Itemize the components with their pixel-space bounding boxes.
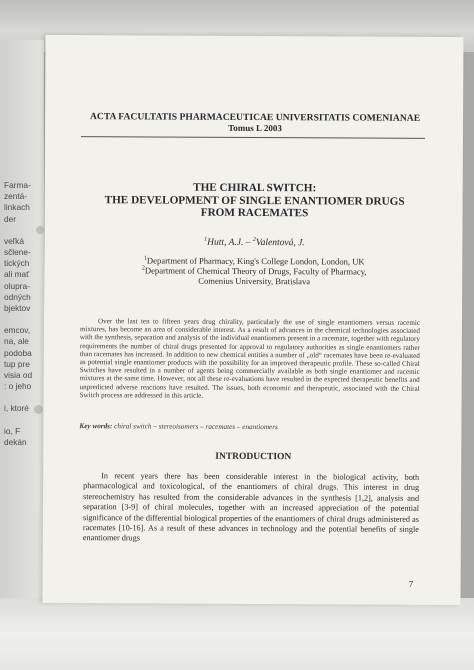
author-name: Valentová, J.	[255, 238, 305, 249]
fragment-line: odných	[4, 291, 31, 302]
fragment-line: linkach	[4, 202, 30, 213]
fragment-line: na, ale	[4, 336, 29, 347]
fragment-line: emcov,	[4, 325, 31, 336]
author-list	[74, 237, 434, 249]
header-rule	[81, 136, 425, 139]
fragment-line: ali mať	[4, 269, 30, 280]
affiliations	[74, 255, 434, 287]
fragment-line: : o jeho	[4, 381, 32, 392]
journal-volume: Tomus L 2003	[228, 122, 282, 134]
author-affil-mark: 2	[252, 236, 256, 243]
title-line: FROM RACEMATES	[200, 206, 309, 220]
page-number: 7	[408, 578, 414, 589]
journal-header	[63, 111, 447, 135]
fragment-line: Farma-	[4, 180, 31, 190]
abstract: Over the last ten to fifteen years drug chirality, particularly the use of single enantiomers versus racemic mixtures, has become an area of considerable interest. As a result of advances in the chemical technologies associated with the synthesis, separation and analysis of the individual enantiomers present in a racemate, together with regulatory requirements the number of chiral drugs presented for approval to regulatory authorities as single enantiomers rather than racemates has increased. In addition to new chemical entities a number of „old“ racemates have been re-evaluated as potential single enantiomer products with the possibility for an improved therapeutic profile. These so-called Chiral Switches have resulted in a number of agents being commercially available as both single enantiomer and racemic mixtures at the same time. However, not all these re-evaluations have resulted in the expected therapeutic benefits and unpredicted adverse reactions have resulted. The issues, both economic and therapeutic, associated with the Chiral Switch process are addressed in this article.	[79, 317, 421, 400]
affil-mark: 1	[143, 255, 147, 262]
fragment-line: tických	[4, 258, 30, 269]
scanner-bottom-edge	[0, 598, 474, 670]
affiliation-line: Comenius University, Bratislava	[198, 275, 311, 287]
affil-mark: 2	[141, 265, 145, 272]
fragment-gap	[0, 314, 40, 325]
keywords-list: chiral switch – stereoisomers – racemates – enantiomers	[114, 422, 278, 432]
fragment-line: io, F	[4, 425, 21, 436]
keywords-label: Key words:	[79, 422, 113, 431]
author-name: Hutt, A.J. –	[207, 237, 251, 248]
fragment-line: veľká	[4, 235, 24, 246]
title-line: THE CHIRAL SWITCH:	[193, 181, 317, 195]
fragment-line: sčlene-	[4, 247, 31, 258]
fragment-line: olupra-	[4, 280, 30, 291]
title-line: THE DEVELOPMENT OF SINGLE ENANTIOMER DRUGS	[104, 193, 405, 208]
section-heading: INTRODUCTION	[215, 451, 292, 463]
fragment-line: tup pre	[4, 358, 30, 369]
journal-name: ACTA FACULTATIS PHARMACEUTICAE UNIVERSITATIS COMENIANAE	[89, 111, 421, 124]
fragment-line: zentá-	[4, 191, 28, 202]
article-page	[43, 35, 464, 605]
fragment-line: dekán	[4, 436, 27, 447]
fragment-gap	[0, 415, 40, 426]
keywords	[79, 422, 419, 432]
fragment-line: podoba	[4, 347, 32, 358]
author-affil-mark: 1	[204, 236, 208, 243]
article-title	[75, 181, 435, 220]
affiliation-text: Department of Pharmacy, King's College London, London, UK	[146, 255, 365, 267]
fragment-line: bjektov	[4, 303, 31, 314]
scan-smudge	[36, 226, 44, 234]
fragment-line: visia od	[4, 370, 33, 381]
fragment-line: i, ktoré	[4, 403, 29, 414]
fragment-line: der	[4, 213, 16, 224]
fragment-gap	[0, 225, 40, 236]
affiliation-text: Department of Chemical Theory of Drugs, Faculty of Pharmacy,	[144, 265, 367, 277]
intro-paragraph: In recent years there has been considerable interest in the biological activity, both pharmacological and toxicological, of the enantiomers of chiral drugs. This interest in drug stereochemistry has resulted from the considerable advances in the synthesis [1,2], analysis and separation [3-9] of chiral molecules, together with an increased appreciation of the potential significance of the differential biological properties of the enantiomers of chiral drugs administered as racemates [10-16]. As a result of these advances in technology and the potential benefits of single enantiomer drugs	[82, 471, 420, 543]
previous-page-fragment	[0, 180, 40, 447]
fragment-gap	[0, 392, 40, 403]
scan-smudge	[34, 405, 43, 414]
